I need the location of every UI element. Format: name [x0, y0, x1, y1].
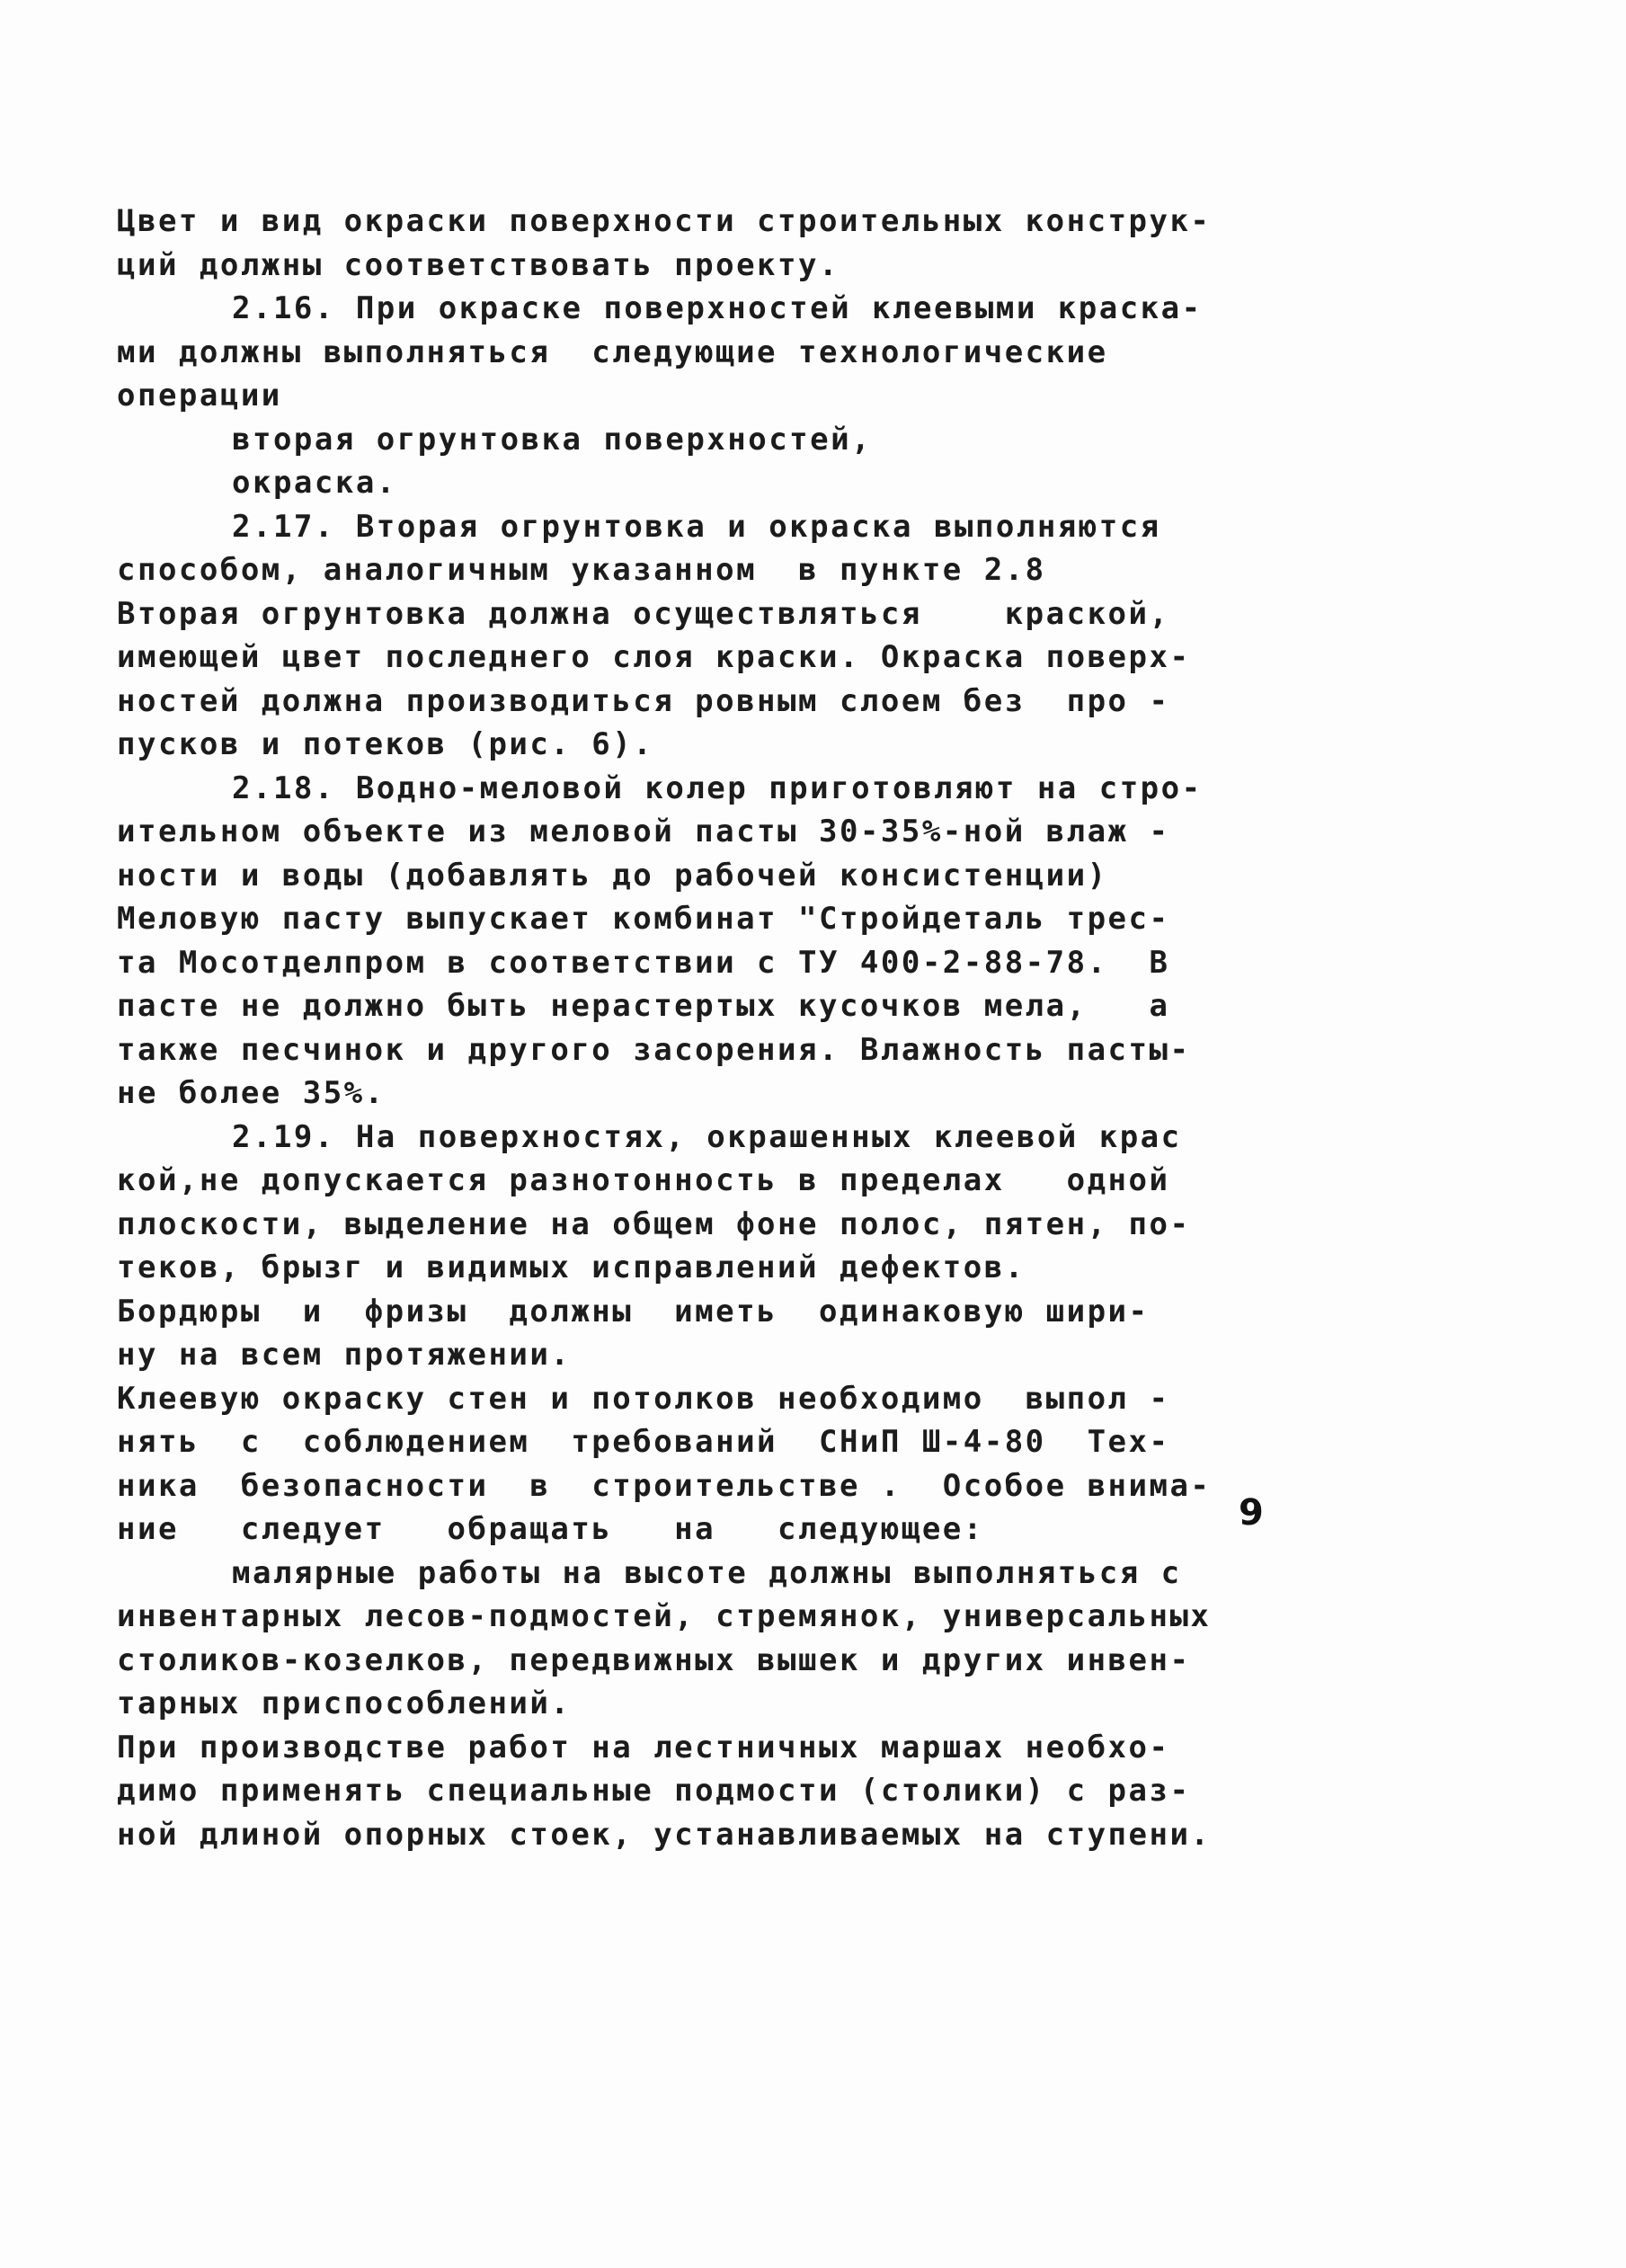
text-line: также песчинок и другого засорения. Влажность пасты- — [117, 1031, 1191, 1068]
text-line: ности и воды (добавлять до рабочей консистенции) — [117, 857, 1108, 894]
text-line: Вторая огрунтовка должна осуществляться краской, — [117, 595, 1170, 632]
text-line: способом, аналогичным указанном в пункте 2.8 — [117, 552, 1046, 588]
paragraph-2-17-start: 2.17. Вторая огрунтовка и окраска выполняются — [232, 508, 1161, 545]
text-line: ной длиной опорных стоек, устанавливаемых на ступени. — [117, 1816, 1212, 1853]
text-line: Цвет и вид окраски поверхности строительных конструк- — [117, 203, 1212, 239]
text-line: ностей должна производиться ровным слоем без про - — [117, 682, 1170, 719]
text-line: ние следует обращать на следующее: — [117, 1511, 984, 1547]
text-line: имеющей цвет последнего слоя краски. Окраска поверх- — [117, 639, 1191, 675]
text-line: столиков-козелков, передвижных вышек и других инвен- — [117, 1641, 1191, 1678]
text-line: ника безопасности в строительстве . Особое внима- — [117, 1467, 1212, 1504]
text-line: Меловую пасту выпускает комбинат "Стройдеталь трес- — [117, 901, 1170, 937]
paragraph-2-19-start: 2.19. На поверхностях, окрашенных клеевой крас — [232, 1118, 1182, 1155]
text-line: Бордюры и фризы должны иметь одинаковую шири- — [117, 1293, 1150, 1330]
text-line: ций должны соответствовать проекту. — [117, 246, 840, 283]
text-line: пусков и потеков (рис. 6). — [117, 726, 654, 762]
page-number: 9 — [1239, 1492, 1264, 1534]
text-line: При производстве работ на лестничных маршах необхо- — [117, 1729, 1170, 1765]
paragraph-2-18-start: 2.18. Водно-меловой колер приготовляют на стро- — [232, 769, 1203, 806]
list-item: окраска. — [232, 465, 397, 501]
text-line: та Мосотделпром в соответствии с ТУ 400-2-88-78. В — [117, 944, 1170, 981]
paragraph-2-16-start: 2.16. При окраске поверхностей клеевыми краска- — [232, 290, 1203, 326]
text-line: нять с соблюдением требований СНиП Ш-4-80 Тех- — [117, 1424, 1170, 1460]
text-line: не более 35%. — [117, 1075, 386, 1111]
text-line: операции — [117, 378, 282, 414]
text-line: ну на всем протяжении. — [117, 1337, 572, 1373]
text-line: кой,не допускается разнотонность в пределах одной — [117, 1162, 1170, 1198]
list-item: вторая огрунтовка поверхностей, — [232, 421, 873, 458]
document-body — [117, 200, 1312, 1856]
text-line: тарных приспособлений. — [117, 1685, 572, 1721]
text-line: инвентарных лесов-подмостей, стремянок, универсальных — [117, 1598, 1212, 1634]
text-line: теков, брызг и видимых исправлений дефектов. — [117, 1250, 1026, 1285]
text-line: пасте не должно быть нерастертых кусочков мела, а — [117, 988, 1170, 1024]
text-line: Клеевую окраску стен и потолков необходимо выпол - — [117, 1380, 1170, 1417]
text-line: ми должны выполняться следующие технологические — [117, 334, 1108, 370]
text-line: плоскости, выделение на общем фоне полос, пятен, по- — [117, 1205, 1191, 1242]
paragraph-safety-item: малярные работы на высоте должны выполняться с — [232, 1554, 1182, 1591]
text-line: димо применять специальные подмости (столики) с раз- — [117, 1773, 1191, 1809]
text-line: ительном объекте из меловой пасты 30-35%-ной влаж - — [117, 814, 1170, 849]
